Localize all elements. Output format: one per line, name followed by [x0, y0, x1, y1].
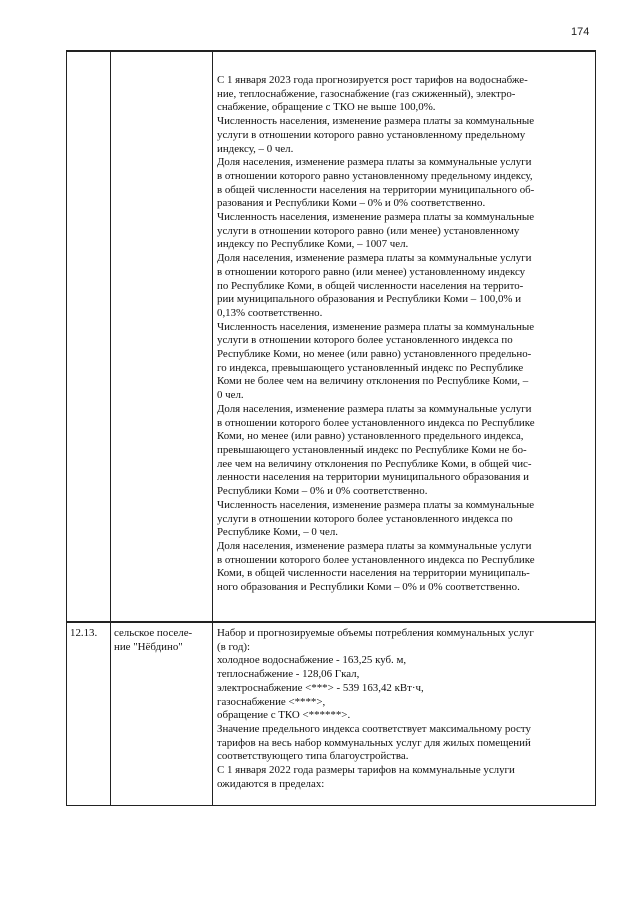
settlement-name [114, 627, 212, 654]
text-line: в отношении которого равно установленному предельному индексу, [217, 169, 533, 182]
text-line: превышающего установленный индекс по Республике Коми не бо- [217, 443, 527, 456]
text-line: Коми не более чем на величину отклонения по Республике Коми, – [217, 375, 529, 388]
column-divider-1 [110, 50, 111, 806]
text-line: обращение с ТКО <******>. [217, 709, 351, 722]
settlement-name-line: сельское поселе- [114, 627, 193, 639]
text-line: соответствующего типа благоустройства. [217, 750, 409, 763]
text-line: (в год): [217, 640, 251, 653]
text-line: Республике Коми, – 0 чел. [217, 526, 339, 539]
text-line: Набор и прогнозируемые объемы потребления коммунальных услуг [217, 627, 534, 639]
text-line: разования и Республики Коми – 0% и 0% соответственно. [217, 197, 486, 210]
column-divider-2 [212, 50, 213, 806]
text-line: лее чем на величину отклонения по Республике Коми, в общей чис- [217, 457, 532, 470]
row-number: 12.13. [70, 627, 98, 639]
table-border-right [595, 50, 596, 806]
text-line: газоснабжение <****>, [217, 695, 326, 708]
table-border-top [66, 50, 596, 52]
tariff-table [66, 50, 596, 806]
text-line: Республике Коми, но менее (или равно) установленного предельно- [217, 348, 532, 361]
text-line: по Республике Коми, в общей численности населения на террито- [217, 279, 524, 292]
text-line: С 1 января 2023 года прогнозируется рост тарифов на водоснабже- [217, 74, 528, 86]
table-border-left [66, 50, 67, 806]
table-border-bottom [66, 805, 596, 806]
text-line: Численность населения, изменение размера платы за коммунальные [217, 320, 535, 333]
text-line: 0 чел. [217, 389, 244, 402]
text-line: индексу, – 0 чел. [217, 142, 294, 155]
text-line: Численность населения, изменение размера платы за коммунальные [217, 115, 535, 128]
text-line: ленности населения на территории муниципального образования и [217, 471, 529, 484]
text-line: Коми, в общей численности населения на территории муниципаль- [217, 567, 530, 580]
text-line: Значение предельного индекса соответствует максимальному росту [217, 722, 531, 735]
text-line: в отношении которого более установленного индекса по Республике [217, 553, 535, 566]
text-line: Численность населения, изменение размера платы за коммунальные [217, 498, 535, 511]
text-line: С 1 января 2022 года размеры тарифов на коммунальные услуги [217, 764, 515, 777]
text-line: в отношении которого равно (или менее) установленному индексу [217, 265, 526, 278]
text-line: Численность населения, изменение размера платы за коммунальные [217, 211, 535, 224]
text-line: услуги в отношении которого более установленного индекса по [217, 512, 513, 525]
text-line: электроснабжение <***> - 539 163,42 кВт·ч, [217, 681, 424, 694]
text-line: Республики Коми – 0% и 0% соответственно. [217, 485, 428, 498]
text-line: услуги в отношении которого равно установленному предельному [217, 128, 526, 141]
text-line: снабжение, обращение с ТКО не выше 100,0%. [217, 101, 436, 114]
row-divider [66, 621, 596, 623]
text-line: Коми, но менее (или равно) установленного предельного индекса, [217, 430, 524, 443]
text-line: теплоснабжение - 128,06 Гкал, [217, 668, 360, 681]
text-line: ожидаются в пределах: [217, 777, 325, 790]
text-line: индексу по Республике Коми, – 1007 чел. [217, 238, 409, 251]
text-line: рии муниципального образования и Республики Коми – 100,0% и [217, 293, 522, 306]
page-number: 174 [571, 26, 590, 38]
row-2-text [217, 627, 584, 791]
text-line: услуги в отношении которого более установленного индекса по [217, 334, 513, 347]
text-line: Доля населения, изменение размера платы за коммунальные услуги [217, 252, 532, 265]
text-line: 0,13% соответственно. [217, 306, 323, 319]
text-line: ного образования и Республики Коми – 0% и 0% соответственно. [217, 581, 520, 594]
settlement-name-line: ние "Нёбдино" [114, 640, 183, 653]
text-line: го индекса, превышающего установленный индекс по Республике [217, 361, 524, 374]
text-line: ние, теплоснабжение, газоснабжение (газ сжиженный), электро- [217, 87, 516, 100]
text-line: Доля населения, изменение размера платы за коммунальные услуги [217, 156, 532, 169]
text-line: в общей численности населения на территории муниципального об- [217, 183, 535, 196]
row-1-text [217, 74, 584, 595]
text-line: в отношении которого более установленного индекса по Республике [217, 416, 535, 429]
text-line: услуги в отношении которого равно (или менее) установленному [217, 224, 520, 237]
text-line: холодное водоснабжение - 163,25 куб. м, [217, 654, 407, 667]
text-line: тарифов на весь набор коммунальных услуг для жилых помещений [217, 736, 531, 749]
text-line: Доля населения, изменение размера платы за коммунальные услуги [217, 539, 532, 552]
text-line: Доля населения, изменение размера платы за коммунальные услуги [217, 402, 532, 415]
